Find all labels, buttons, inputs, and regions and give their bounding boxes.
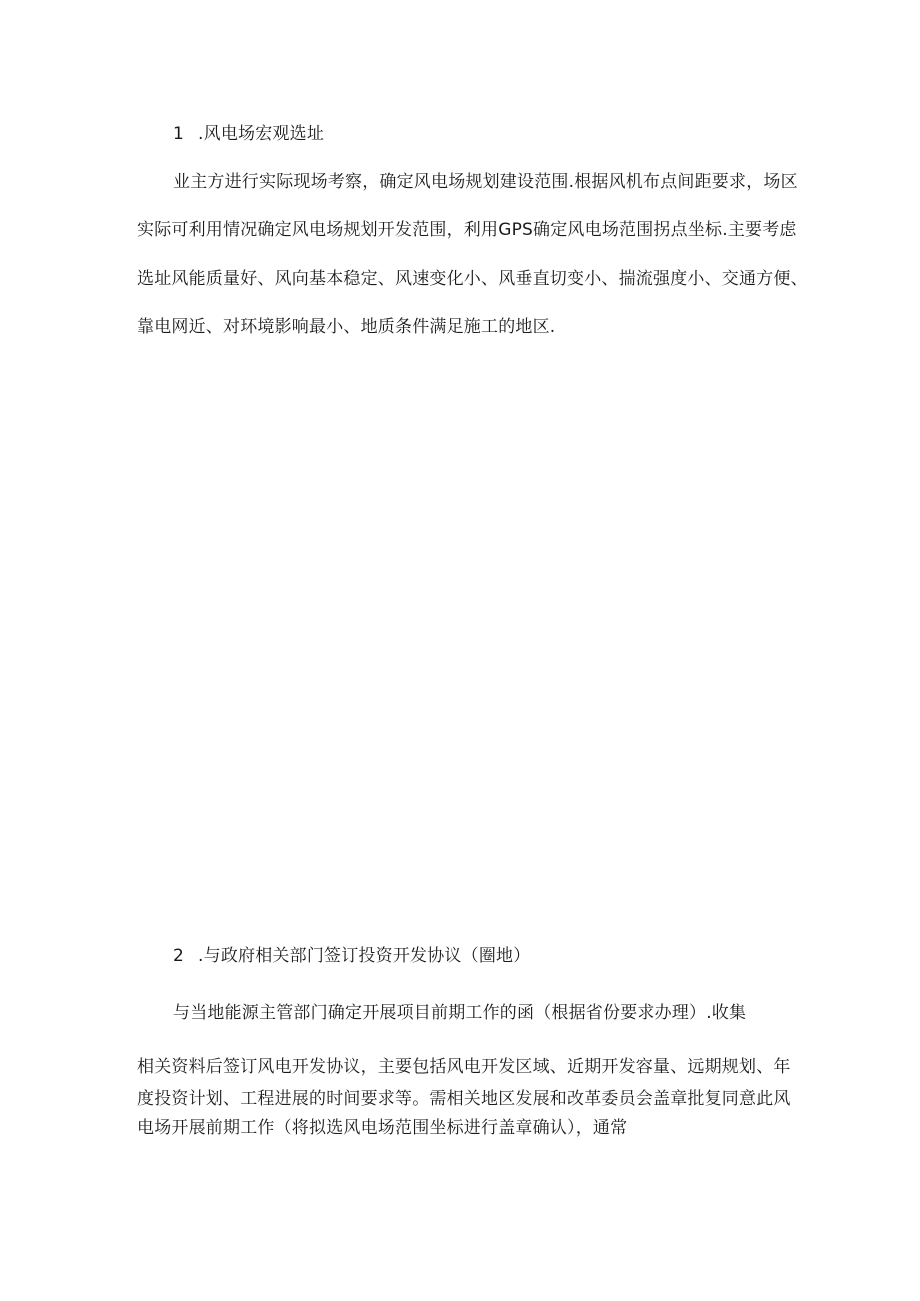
section1-line-2: 实际可利用情况确定风电场规划开发范围，利用GPS确定风电场范围拐点坐标.主要考虑 [137,220,797,240]
section1-line-4: 靠电网近、对环境影响最小、地质条件满足施工的地区. [137,317,556,337]
section2-line-2: 相关资料后签订风电开发协议，主要包括风电开发区域、近期开发容量、远期规划、年 [137,1057,791,1077]
section1-heading [173,124,324,144]
section1-line-1: 业主方进行实际现场考察，确定风电场规划建设范围.根据风机布点间距要求，场区 [173,172,798,192]
section1-line-3: 选址风能质量好、风向基本稳定、风速变化小、风垂直切变小、揣流强度小、交通方便、 [137,269,808,289]
section2-number: 2 [173,946,185,966]
section2-line-1: 与当地能源主管部门确定开展项目前期工作的函（根据省份要求办理）.收集 [173,1003,747,1023]
section2-line-4: 电场开展前期工作（将拟选风电场范围坐标进行盖章确认），通常 [137,1118,628,1138]
section1-title: .风电场宏观选址 [198,124,325,144]
section2-title: .与政府相关部门签订投资开发协议（圈地） [198,946,531,966]
section2-heading [173,946,530,966]
section1-number: 1 [173,124,185,144]
section2-line-3: 度投资计划、工程进展的时间要求等。需相关地区发展和改革委员会盖章批复同意此风 [137,1089,791,1109]
